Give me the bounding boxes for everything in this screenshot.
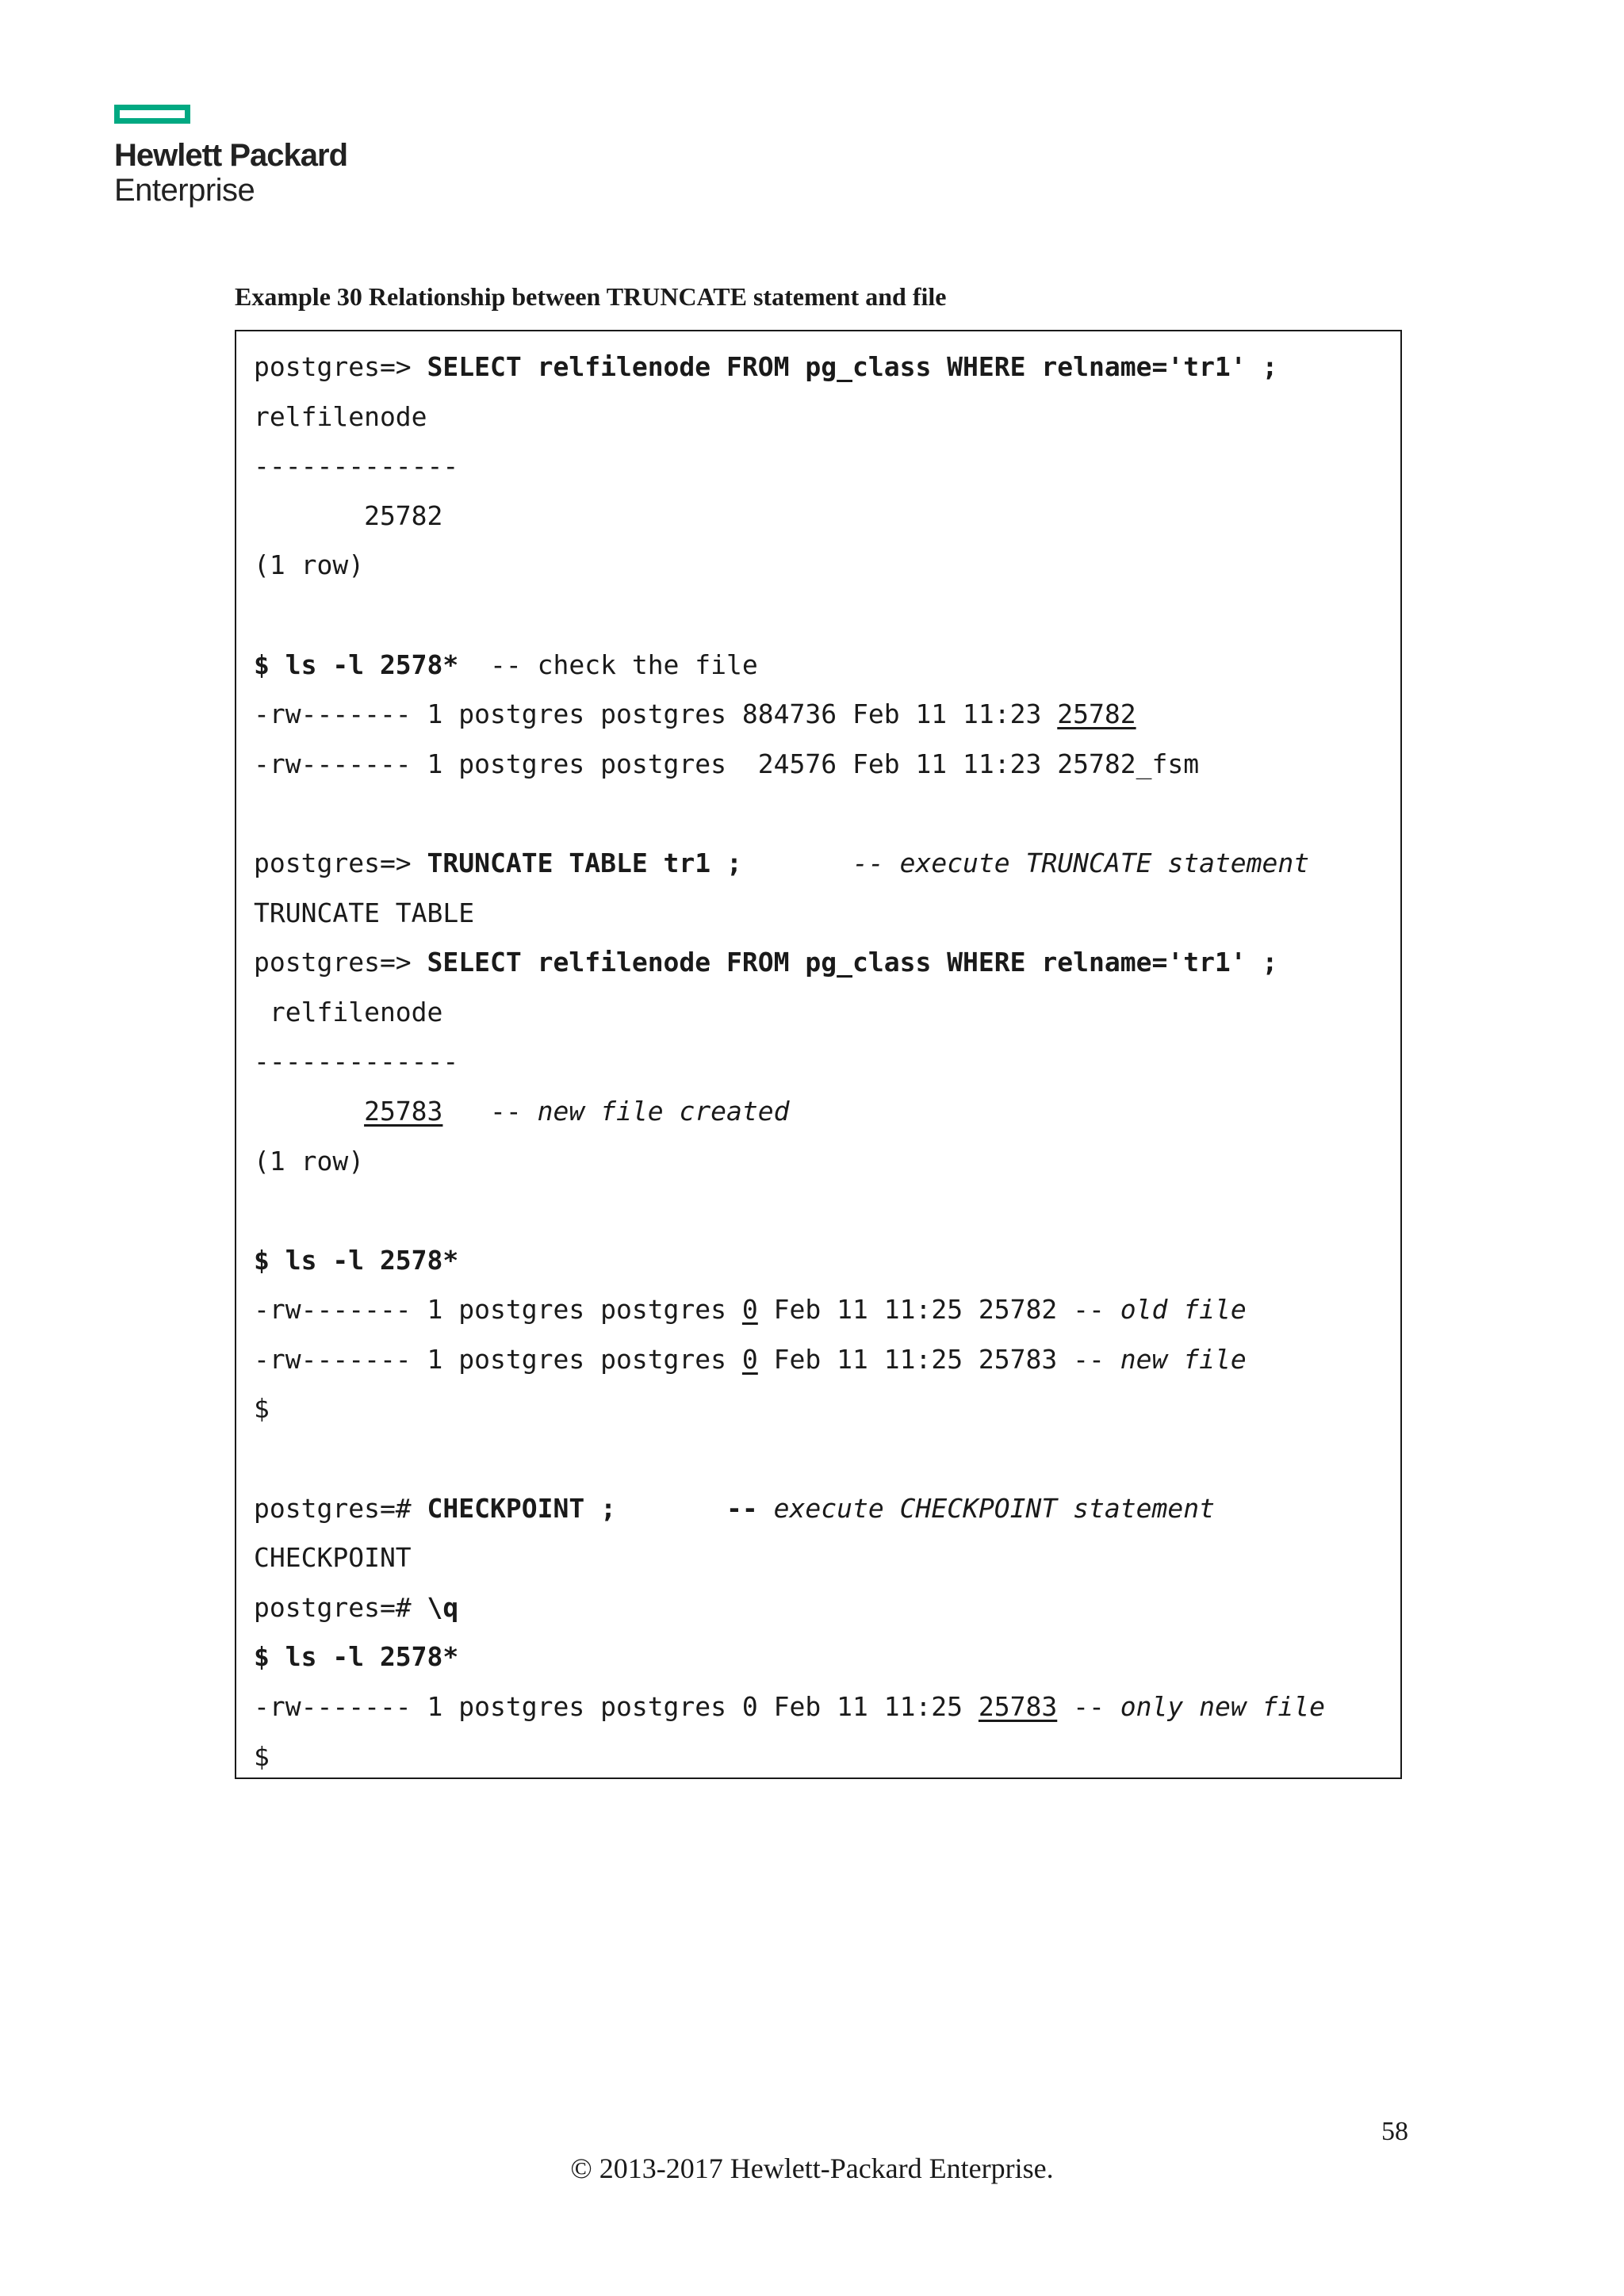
logo-bar-icon	[114, 105, 190, 124]
prompt: postgres=>	[254, 947, 427, 978]
code-line	[254, 1583, 1400, 1633]
code-comment: only new file	[1120, 1691, 1326, 1723]
code-line: -rw------- 1 postgres postgres 24576 Feb 11 11:23 25782_fsm	[254, 748, 1200, 779]
code-line: $	[254, 1393, 270, 1425]
sql-command: TRUNCATE TABLE tr1 ;	[427, 847, 742, 878]
spacer	[254, 1096, 364, 1127]
file-size: 0	[741, 1294, 758, 1326]
code-comment: -- check the file	[458, 649, 758, 680]
copyright-footer: © 2013-2017 Hewlett-Packard Enterprise.	[570, 2152, 1054, 2184]
code-line	[254, 839, 1400, 889]
code-line-blank	[254, 591, 1400, 641]
code-line	[254, 1335, 1400, 1385]
code-comment: -- execute TRUNCATE statement	[852, 847, 1310, 878]
spacer	[616, 1493, 726, 1524]
psql-command: \q	[427, 1591, 459, 1623]
file-listing: Feb 11 11:25 25783 --	[757, 1343, 1120, 1375]
code-line: $	[254, 1740, 270, 1772]
code-line	[254, 641, 1400, 691]
file-listing: -rw------- 1 postgres postgres	[254, 1294, 742, 1326]
file-name: 25783	[978, 1691, 1058, 1723]
code-line: relfilenode	[254, 400, 427, 432]
sql-command: CHECKPOINT ;	[427, 1492, 616, 1524]
code-comment: execute CHECKPOINT statement	[757, 1492, 1215, 1524]
code-line: -------------	[254, 450, 459, 482]
comment-marker: --	[726, 1492, 758, 1524]
code-line: -------------	[254, 1046, 459, 1077]
file-listing: Feb 11 11:25 25782 --	[757, 1294, 1120, 1326]
logo-text-line2: Enterprise	[114, 173, 255, 208]
code-line	[254, 342, 1400, 392]
code-line-blank	[254, 1186, 1400, 1236]
file-name: 25782	[1057, 698, 1136, 730]
file-listing: -rw------- 1 postgres postgres	[254, 1343, 742, 1375]
prompt: postgres=#	[254, 1591, 427, 1623]
prompt: postgres=>	[254, 351, 427, 382]
code-comment: new file	[1120, 1343, 1247, 1375]
file-name: 25783	[364, 1095, 443, 1127]
code-line: relfilenode	[254, 996, 443, 1027]
code-line	[254, 1484, 1400, 1534]
code-line	[254, 1632, 1400, 1682]
logo-text-line1: Hewlett Packard	[114, 138, 348, 173]
code-line-blank	[254, 1434, 1400, 1484]
code-line	[254, 1087, 1400, 1137]
code-line	[254, 690, 1400, 740]
code-line: TRUNCATE TABLE	[254, 897, 475, 928]
code-line	[254, 1285, 1400, 1335]
code-line: CHECKPOINT	[254, 1542, 412, 1574]
file-size: 0	[741, 1343, 758, 1375]
prompt: postgres=#	[254, 1492, 427, 1524]
code-comment: new file created	[537, 1095, 790, 1127]
code-line	[254, 1236, 1400, 1286]
code-line: 25782	[254, 499, 443, 531]
code-line	[254, 938, 1400, 988]
spacer	[742, 848, 852, 878]
code-line: (1 row)	[254, 549, 365, 581]
prompt: postgres=>	[254, 847, 427, 878]
code-line: (1 row)	[254, 1145, 365, 1177]
hpe-logo	[114, 105, 384, 208]
sql-command: SELECT relfilenode FROM pg_class WHERE relname='tr1' ;	[427, 351, 1278, 382]
code-block	[235, 330, 1402, 1779]
code-comment: old file	[1120, 1294, 1247, 1326]
code-line	[254, 1682, 1400, 1732]
code-line-blank	[254, 789, 1400, 839]
shell-command: $ ls -l 2578*	[254, 1641, 459, 1673]
page-number: 58	[1381, 2117, 1408, 2146]
file-listing: -rw------- 1 postgres postgres 884736 Feb 11 11:23	[254, 698, 1058, 730]
file-listing: -rw------- 1 postgres postgres 0 Feb 11 11:25	[254, 1691, 979, 1723]
comment-marker: --	[442, 1095, 538, 1127]
shell-command: $ ls -l 2578*	[254, 1244, 459, 1276]
comment-marker: --	[1057, 1691, 1120, 1723]
example-caption: Example 30 Relationship between TRUNCATE statement and file	[235, 282, 947, 311]
sql-command: SELECT relfilenode FROM pg_class WHERE relname='tr1' ;	[427, 947, 1278, 978]
shell-command: $ ls -l 2578*	[254, 649, 459, 680]
